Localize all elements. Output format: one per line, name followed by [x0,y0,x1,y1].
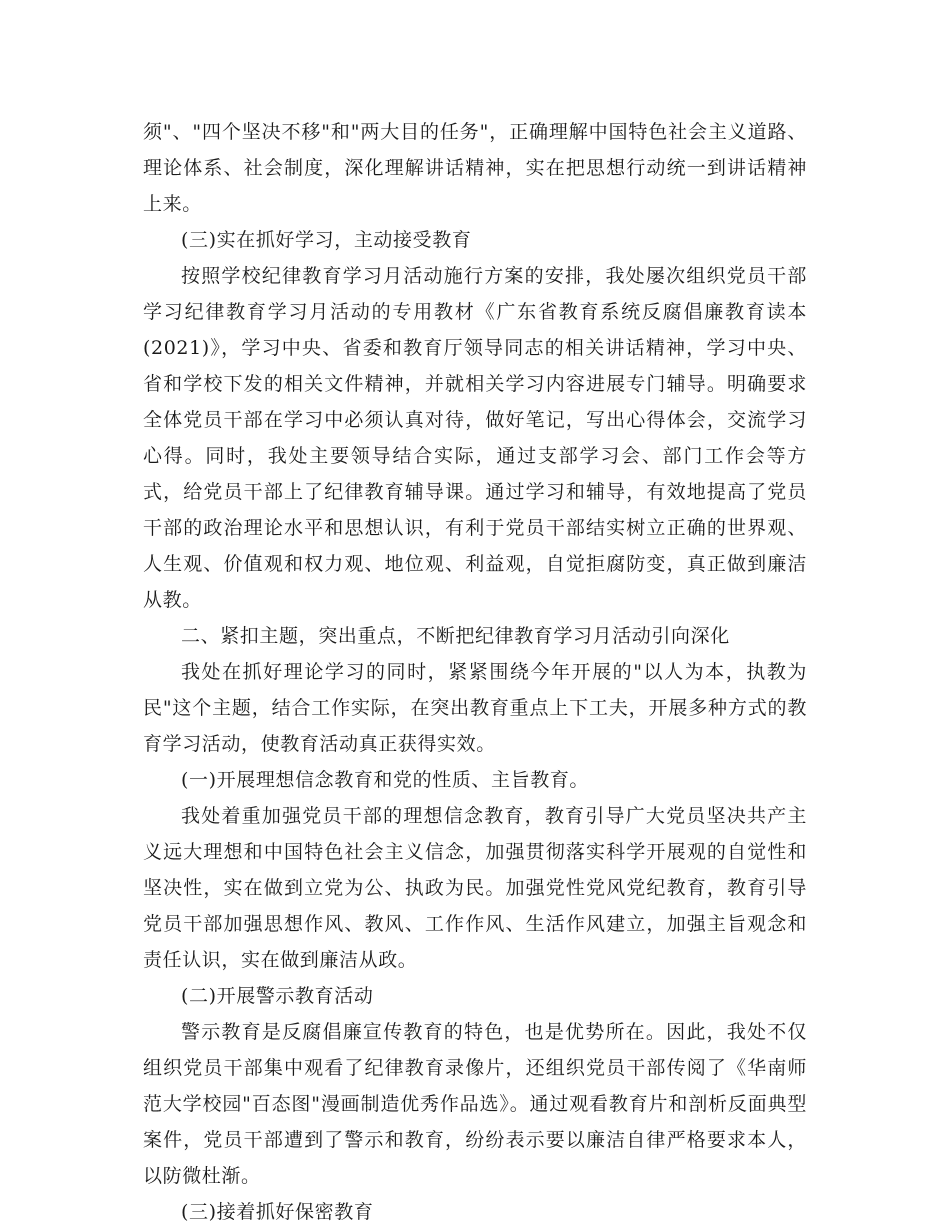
section-heading-ideals: (一)开展理想信念教育和党的性质、主旨教育。 [181,769,590,791]
section-heading-secrecy: (三)接着抓好保密教育 [181,1201,374,1223]
paragraph-ideals: 我处着重加强党员干部的理想信念教育，教育引导广大党员坚决共产主义远大理想和中国特色社会主义信念，加强贯彻落实科学开展观的自觉性和坚决性，实在做到立党为公、执政为民。加强党性党风党纪教育，教育引导党员干部加强思想作风、教风、工作作风、生活作风建立，加强主旨观念和责任认识，实在做到廉洁从政。 [143,805,807,971]
paragraph-continuation: 须"、"四个坚决不移"和"两大目的任务"，正确理解中国特色社会主义道路、理论体系、社会制度，深化理解讲话精神，实在把思想行动统一到讲话精神上来。 [143,121,807,215]
paragraph-warning: 警示教育是反腐倡廉宣传教育的特色，也是优势所在。因此，我处不仅组织党员干部集中观看了纪律教育录像片，还组织党员干部传阅了《华南师范大学校园"百态图"漫画制造优秀作品选》。通过观看教育片和剖析反面典型案件，党员干部遭到了警示和教育，纷纷表示要以廉洁自律严格要求本人，以防微杜渐。 [143,1021,807,1187]
section-heading-warning: (二)开展警示教育活动 [181,985,374,1007]
paragraph-study: 按照学校纪律教育学习月活动施行方案的安排，我处屡次组织党员干部学习纪律教育学习月活动的专用教材《广东省教育系统反腐倡廉教育读本(2021)》，学习中央、省委和教育厅领导同志的相关讲话精神，学习中央、省和学校下发的相关文件精神，并就相关学习内容进展专门辅导。明确要求全体党员干部在学习中必须认真对待，做好笔记，写出心得体会，交流学习心得。同时，我处主要领导结合实际，通过支部学习会、部门工作会等方式，给党员干部上了纪律教育辅导课。通过学习和辅导，有效地提高了党员干部的政治理论水平和思想认识，有利于党员干部结实树立正确的世界观、人生观、价值观和权力观、地位观、利益观，自觉拒腐防变，真正做到廉洁从教。 [143,265,807,611]
section-heading-theme: 二、紧扣主题，突出重点，不断把纪律教育学习月活动引向深化 [181,625,730,647]
section-heading-study: (三)实在抓好学习，主动接受教育 [181,229,472,251]
paragraph-theme: 我处在抓好理论学习的同时，紧紧围绕今年开展的"以人为本，执教为民"这个主题，结合工作实际，在突出教育重点上下工夫，开展多种方式的教育学习活动，使教育活动真正获得实效。 [143,661,807,755]
document-body [143,114,807,1230]
